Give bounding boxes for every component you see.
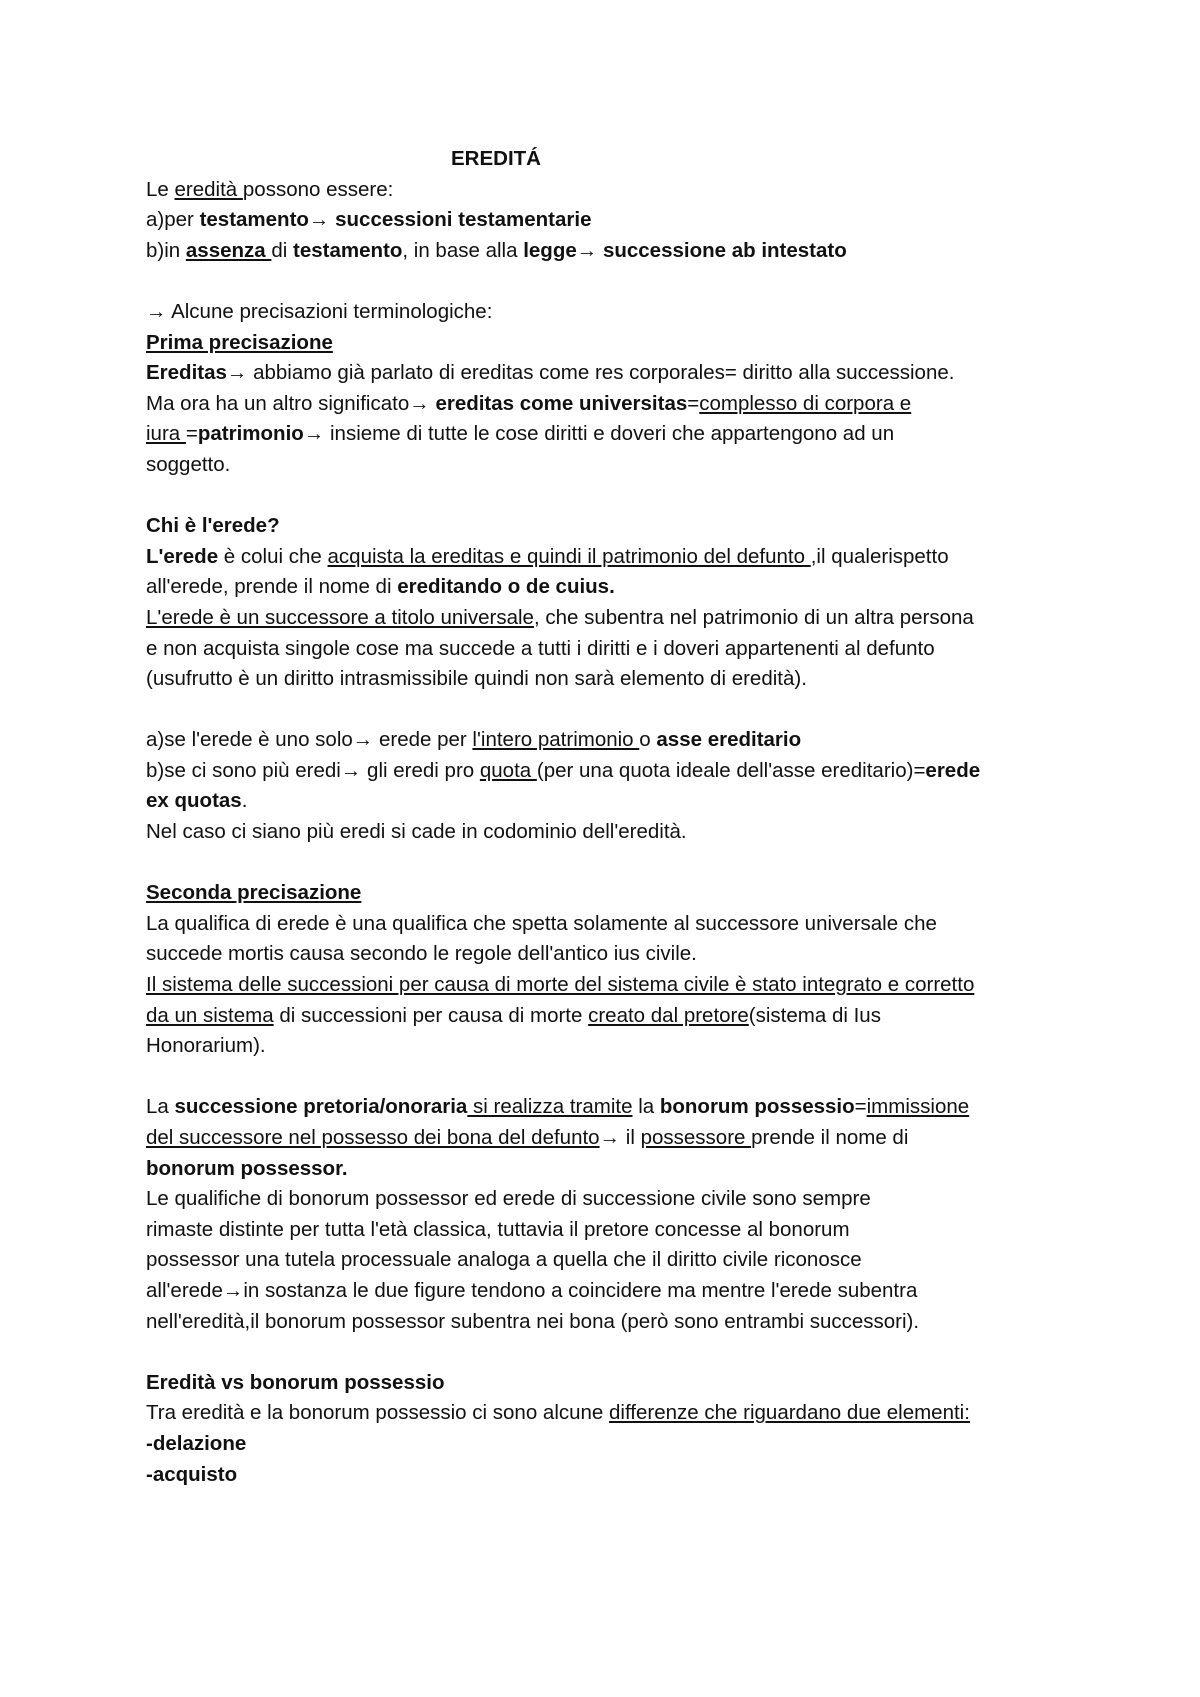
text: b)in (146, 238, 186, 262)
text: prende il nome di (751, 1126, 909, 1149)
heading-text: Eredità vs bonorum possessio (146, 1370, 445, 1394)
text: all'erede, prende il nome di (146, 575, 398, 599)
underlined-text: Il sistema delle successioni per causa di morte del sistema civile è stato integrato e corretto (146, 973, 975, 997)
spacer (146, 481, 1066, 512)
bold-text: bonorum possessor. (146, 1156, 348, 1180)
text: Ma ora ha un altro significato→ (146, 391, 436, 415)
text: a)per (146, 208, 200, 232)
bold-text: ereditando o de cuius. (397, 575, 615, 599)
list-item-a (146, 205, 1066, 236)
spacer (146, 1337, 1066, 1368)
bold-text: successione pretoria/onoraria (174, 1095, 468, 1119)
spacer (146, 695, 1066, 726)
text: → abbiamo già parlato di ereditas come res corporales= diritto alla successione. (226, 361, 955, 385)
paragraph-line (146, 725, 1066, 756)
paragraph-line: Le qualifiche di bonorum possessor ed erede di successione civile sono sempre (146, 1187, 871, 1211)
bold-text: legge→ successione ab intestato (523, 238, 847, 262)
text: → il (599, 1126, 641, 1149)
text: , in base alla (402, 238, 524, 262)
underlined-text: L'erede è un successore a titolo universale (146, 605, 534, 629)
text: Tra eredità e la bonorum possessio ci sono alcune (146, 1401, 610, 1425)
text: = (854, 1095, 867, 1119)
spacer (146, 848, 1066, 879)
bold-text: ereditas come universitas (435, 391, 688, 415)
underlined-text: differenze che riguardano due elementi: (609, 1401, 970, 1425)
paragraph-line: Honorarium). (146, 1034, 266, 1058)
heading-text: Prima precisazione (146, 330, 333, 354)
list-item (146, 1429, 1066, 1460)
spacer (146, 1062, 1066, 1093)
text: , che subentra nel patrimonio di un altra persona (533, 605, 974, 629)
paragraph-line (146, 1398, 1066, 1429)
text: ,il qualerispetto (810, 544, 949, 568)
text: b)se ci sono più eredi→ gli eredi pro (146, 758, 480, 782)
paragraph-line: e non acquista singole cose ma succede a tutti i diritti e i doveri appartenenti al defunto (146, 636, 935, 660)
paragraph-line (146, 1001, 1066, 1032)
bold-text: bonorum possessio (659, 1095, 855, 1119)
underlined-text: si realizza tramite (467, 1095, 633, 1119)
paragraph-line (146, 970, 1066, 1001)
text: a)se l'erede è uno solo→ erede per (146, 728, 473, 752)
section-heading-vs (146, 1368, 1066, 1399)
bold-text: testamento (293, 238, 403, 262)
text: = (687, 391, 700, 415)
paragraph-line: succede mortis causa secondo le regole dell'antico ius civile. (146, 942, 697, 966)
paragraph-line: soggetto. (146, 452, 231, 476)
document-body (146, 144, 1066, 1490)
text: . (241, 789, 248, 813)
paragraph-line (146, 756, 1066, 787)
underlined-text: del successore nel possesso dei bona del defunto (146, 1126, 600, 1149)
paragraph-line (146, 419, 1066, 450)
bold-text: asse ereditario (656, 728, 802, 752)
paragraph-line (146, 1154, 1066, 1185)
paragraph-line: rimaste distinte per tutta l'età classica, tuttavia il pretore concesse al bonorum (146, 1217, 850, 1241)
text: la (632, 1095, 660, 1119)
paragraph-line: possessor una tutela processuale analoga a quella che il diritto civile riconosce (146, 1248, 862, 1272)
bold-text: -delazione (146, 1431, 247, 1455)
underlined-text: l'intero patrimonio (472, 728, 640, 752)
intro-line (146, 175, 1066, 206)
underlined-text: acquista la ereditas e quindi il patrimonio del defunto (327, 544, 811, 568)
paragraph-line (146, 1123, 1066, 1154)
section-heading-erede (146, 511, 1066, 542)
bold-text: Ereditas (146, 361, 227, 385)
bold-text: -acquisto (146, 1462, 238, 1486)
text: = (185, 422, 198, 446)
paragraph-line: (usufrutto è un diritto intrasmissibile quindi non sarà elemento di eredità). (146, 667, 807, 691)
underlined-text: iura (146, 422, 186, 446)
precisazioni-line: → Alcune precisazioni terminologiche: (146, 299, 493, 323)
spacer (146, 266, 1066, 297)
bold-text: testamento→ successioni testamentarie (199, 208, 592, 232)
paragraph-line (146, 603, 1066, 634)
section-heading-seconda (146, 878, 1066, 909)
paragraph-line: Nel caso ci siano più eredi si cade in codominio dell'eredità. (146, 820, 687, 844)
heading-text: Seconda precisazione (146, 881, 362, 905)
text: (per una quota ideale dell'asse ereditario)= (536, 758, 926, 782)
bold-text: erede (925, 758, 981, 782)
text: di successioni per causa di morte (273, 1003, 589, 1027)
paragraph-line: La qualifica di erede è una qualifica che spetta solamente al successore universale che (146, 911, 937, 935)
document-title: EREDITÁ (451, 147, 541, 170)
text: o (639, 728, 657, 752)
underlined-text: creato dal pretore (588, 1003, 749, 1027)
text: La (146, 1095, 175, 1119)
heading-text: Chi è l'erede? (146, 514, 280, 538)
text: → insieme di tutte le cose diritti e doveri che appartengono ad un (303, 422, 895, 446)
bold-underlined-text: assenza (185, 238, 272, 262)
underlined-text: quota (479, 758, 537, 782)
underlined-text: da un sistema (146, 1003, 274, 1027)
bold-text: ex quotas (146, 789, 242, 813)
list-item-b (146, 236, 1066, 267)
text: possono essere: (242, 177, 394, 201)
paragraph-line: nell'eredità,il bonorum possessor subentra nei bona (però sono entrambi successori). (146, 1309, 920, 1333)
paragraph-line (146, 1092, 1066, 1123)
bold-text: L'erede (146, 544, 219, 568)
text: Le (146, 177, 175, 201)
underlined-text: possessore (640, 1126, 752, 1149)
paragraph-line (146, 572, 1066, 603)
paragraph-line (146, 358, 1066, 389)
text: di (271, 238, 294, 262)
paragraph-line (146, 542, 1066, 573)
text: è colui che (218, 544, 328, 568)
paragraph-line (146, 786, 1066, 817)
bold-text: patrimonio (197, 422, 304, 446)
text: (sistema di Ius (748, 1003, 881, 1027)
list-item (146, 1460, 1066, 1491)
paragraph-line: all'erede→in sostanza le due figure tendono a coincidere ma mentre l'erede subentra (146, 1278, 918, 1302)
underlined-text: immissione (866, 1095, 970, 1119)
underlined-text: complesso di corpora e (699, 391, 912, 415)
paragraph-line (146, 389, 1066, 420)
underlined-text: eredità (174, 177, 243, 201)
section-heading-prima (146, 328, 1066, 359)
